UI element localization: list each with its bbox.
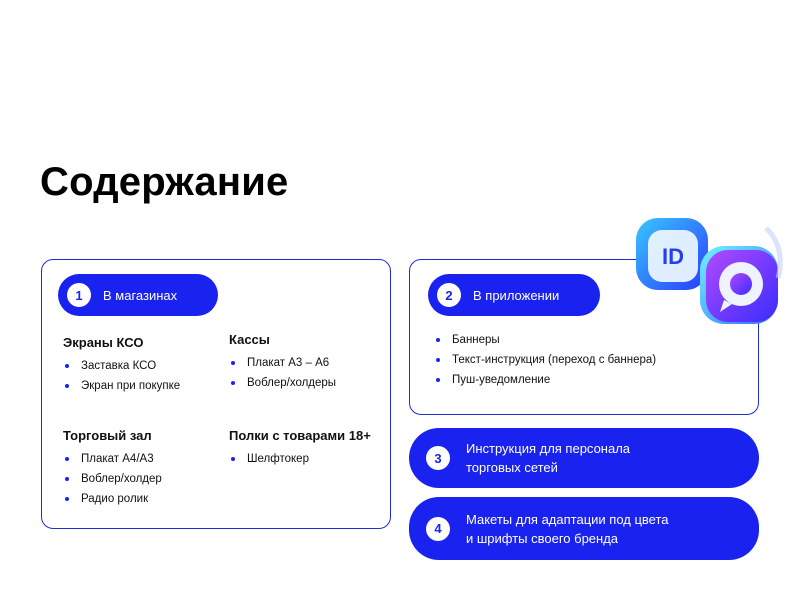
- bullet-list: [229, 449, 371, 469]
- group-checkouts: [229, 332, 336, 393]
- group-title: Кассы: [229, 332, 270, 347]
- section-number-badge: 2: [437, 283, 461, 307]
- section-number-badge: 4: [426, 517, 450, 541]
- stores-section-pill: [58, 274, 218, 316]
- id-icon-text: ID: [662, 244, 684, 269]
- list-item: Воблер/холдеры: [229, 373, 336, 393]
- section-label: В магазинах: [103, 287, 178, 303]
- list-item: Воблер/холдер: [63, 469, 162, 489]
- pill-text-line: Макеты для адаптации под цвета: [466, 511, 669, 527]
- section-number-badge: 1: [67, 283, 91, 307]
- group-title: Торговый зал: [63, 428, 152, 443]
- stores-card: [41, 259, 391, 529]
- app-section-pill: [428, 274, 600, 316]
- list-item: Плакат А3 – А6: [229, 353, 336, 373]
- list-item: Баннеры: [434, 330, 656, 350]
- section-label: В приложении: [473, 287, 560, 303]
- list-item: Радио ролик: [63, 489, 162, 509]
- chat-app-icon: [700, 246, 778, 324]
- list-item: Текст-инструкция (переход с баннера): [434, 350, 656, 370]
- bullet-list: [229, 353, 336, 393]
- pill-text-line: Инструкция для персонала: [466, 441, 631, 456]
- bullet-list: [434, 330, 656, 390]
- group-sales-floor: [63, 428, 162, 509]
- list-item: Заставка КСО: [63, 356, 180, 376]
- staff-instructions-pill: [409, 428, 759, 488]
- page-title: Содержание: [40, 160, 289, 204]
- bullet-list: [63, 356, 180, 396]
- list-item: Экран при покупке: [63, 376, 180, 396]
- brand-templates-pill: [409, 497, 759, 560]
- section-number-badge: 3: [426, 446, 450, 470]
- pill-text: [466, 439, 630, 477]
- app-icons-illustration: [628, 208, 788, 338]
- bullet-list: [63, 449, 162, 509]
- pill-text-line: торговых сетей: [466, 460, 558, 475]
- group-title: Полки с товарами 18+: [229, 428, 371, 443]
- id-app-icon: [636, 218, 708, 290]
- list-item: Плакат А4/А3: [63, 449, 162, 469]
- group-shelves-18plus: [229, 428, 371, 469]
- pill-text: [466, 510, 669, 548]
- pill-text-line: и шрифты своего бренда: [466, 530, 619, 546]
- list-item: Шелфтокер: [229, 449, 371, 469]
- group-kso-screens: [63, 335, 180, 396]
- group-title: Экраны КСО: [63, 335, 144, 350]
- list-item: Пуш-уведомление: [434, 370, 656, 390]
